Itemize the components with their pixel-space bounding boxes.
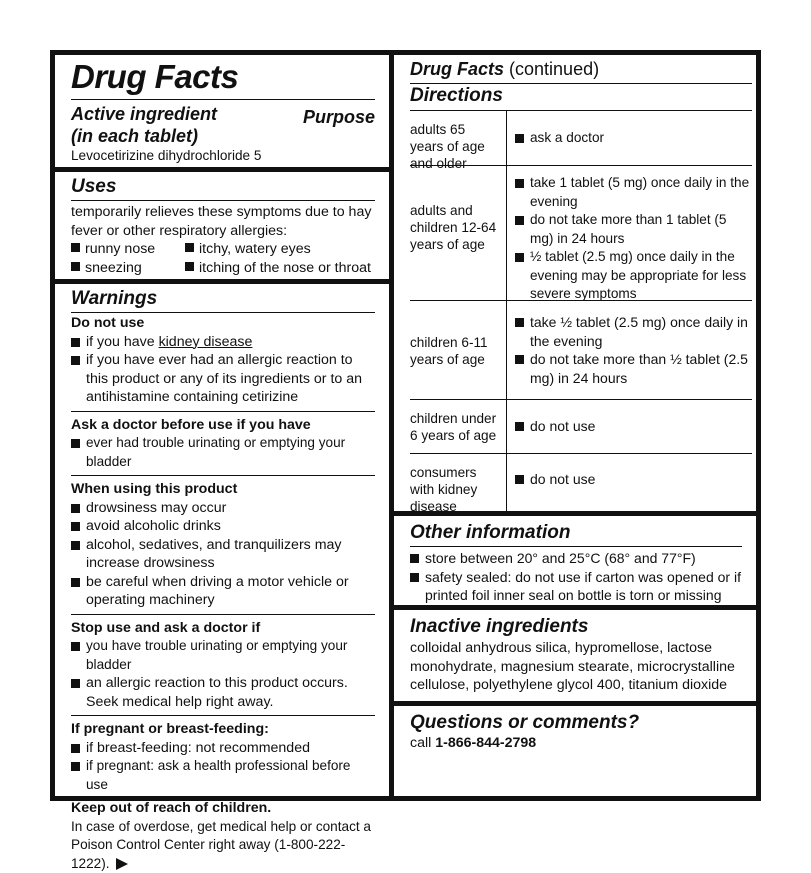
continue-arrow-icon: [116, 858, 128, 870]
kidney-disease-link: kidney disease: [159, 334, 253, 350]
instruction-item: do not use: [515, 470, 752, 489]
active-ingredient-panel: [55, 55, 389, 167]
instruction-item: take 1 tablet (5 mg) once daily in the evening: [515, 174, 752, 211]
use-item: runny nose: [71, 240, 155, 259]
questions-panel: [394, 706, 756, 796]
instruction-item: do not take more than 1 tablet (5 mg) in 24 hours: [515, 211, 752, 248]
inactive-ingredients-heading: Inactive ingredients: [410, 616, 742, 638]
warnings-heading: Warnings: [71, 288, 375, 310]
table-row: [410, 399, 752, 454]
warning-item: if you have ever had an allergic reaction to this product or any of its ingredients or to an antihistamine containing cetirizine: [71, 351, 375, 407]
instruction-item: ask a doctor: [515, 129, 752, 148]
table-row: [410, 165, 752, 301]
age-group: adults 65 years of age and older: [410, 121, 502, 172]
table-row: [410, 300, 752, 400]
age-group: consumers with kidney disease: [410, 464, 502, 515]
instruction-item: do not use: [515, 417, 752, 436]
other-information-heading: Other information: [410, 522, 742, 544]
pregnant-heading: If pregnant or breast-feeding:: [71, 720, 375, 739]
other-info-item: safety sealed: do not use if carton was opened or if printed foil inner seal on bottle is torn or missing: [410, 568, 742, 605]
questions-call: call 1-866-844-2798: [410, 734, 742, 753]
uses-text: temporarily relieves these symptoms due to hay fever or other respiratory allergies:: [71, 203, 375, 240]
other-information-panel: [394, 516, 756, 605]
keep-out-heading: Keep out of reach of children.: [71, 799, 375, 818]
drug-facts-title: Drug Facts: [71, 59, 375, 95]
warning-item: an allergic reaction to this product occurs. Seek medical help right away.: [71, 674, 375, 711]
questions-heading: Questions or comments?: [410, 712, 742, 734]
warning-item: if breast-feeding: not recommended: [71, 739, 375, 758]
warning-item: drowsiness may occur: [71, 499, 375, 518]
other-info-item: store between 20° and 25°C (68° and 77°F): [410, 549, 742, 568]
uses-panel: [55, 172, 389, 279]
right-column: [394, 55, 756, 796]
warning-item: you have trouble urinating or emptying your bladder: [71, 637, 375, 674]
warning-item: if you have kidney disease: [71, 333, 375, 352]
warnings-panel: [55, 284, 389, 796]
instruction-item: take ½ tablet (2.5 mg) once daily in the evening: [515, 313, 752, 350]
active-ingredient-heading: Active ingredient: [71, 103, 375, 125]
inactive-ingredients-text: colloidal anhydrous silica, hypromellose, lactose monohydrate, magnesium stearate, microcrystalline cellulose, polyethylene glycol 400, titanium dioxide: [410, 639, 742, 695]
age-group: children 6-11 years of age: [410, 334, 502, 368]
directions-table: [410, 110, 752, 511]
age-group: children under 6 years of age: [410, 410, 502, 444]
warning-item: be careful when driving a motor vehicle or operating machinery: [71, 573, 375, 610]
instruction-item: do not take more than ½ tablet (2.5 mg) in 24 hours: [515, 350, 752, 387]
left-column: [55, 55, 389, 796]
warning-item: alcohol, sedatives, and tranquilizers may increase drowsiness: [71, 536, 375, 573]
stop-use-heading: Stop use and ask a doctor if: [71, 619, 375, 638]
warning-item: if pregnant: ask a health professional before use: [71, 757, 375, 794]
uses-heading: Uses: [71, 176, 375, 198]
use-item: sneezing: [71, 259, 142, 278]
active-ingredient-subheading: (in each tablet): [71, 125, 375, 147]
drug-facts-label: [50, 50, 761, 801]
table-row: [410, 110, 752, 166]
use-item: itchy, watery eyes: [185, 240, 311, 259]
ingredient-line: Levocetirizine dihydrochloride 5: [71, 147, 375, 184]
when-using-heading: When using this product: [71, 480, 375, 499]
continued-title: Drug Facts (continued): [410, 59, 752, 80]
directions-heading: Directions: [410, 85, 752, 107]
inactive-ingredients-panel: [394, 610, 756, 701]
purpose-heading: Purpose: [303, 106, 375, 128]
do-not-use-heading: Do not use: [71, 314, 375, 333]
warning-item: avoid alcoholic drinks: [71, 517, 375, 536]
phone-number: 1-866-844-2798: [435, 735, 536, 751]
age-group: adults and children 12-64 years of age: [410, 202, 502, 253]
instruction-item: ½ tablet (2.5 mg) once daily in the evening may be appropriate for less severe symptoms: [515, 248, 752, 304]
directions-panel: [394, 55, 756, 511]
use-item: itching of the nose or throat: [185, 259, 371, 278]
ask-doctor-heading: Ask a doctor before use if you have: [71, 416, 375, 435]
table-row: [410, 453, 752, 512]
warning-item: ever had trouble urinating or emptying your bladder: [71, 434, 375, 471]
overdose-text: In case of overdose, get medical help or contact a Poison Control Center right away (1-800-222-1222).: [71, 818, 375, 873]
